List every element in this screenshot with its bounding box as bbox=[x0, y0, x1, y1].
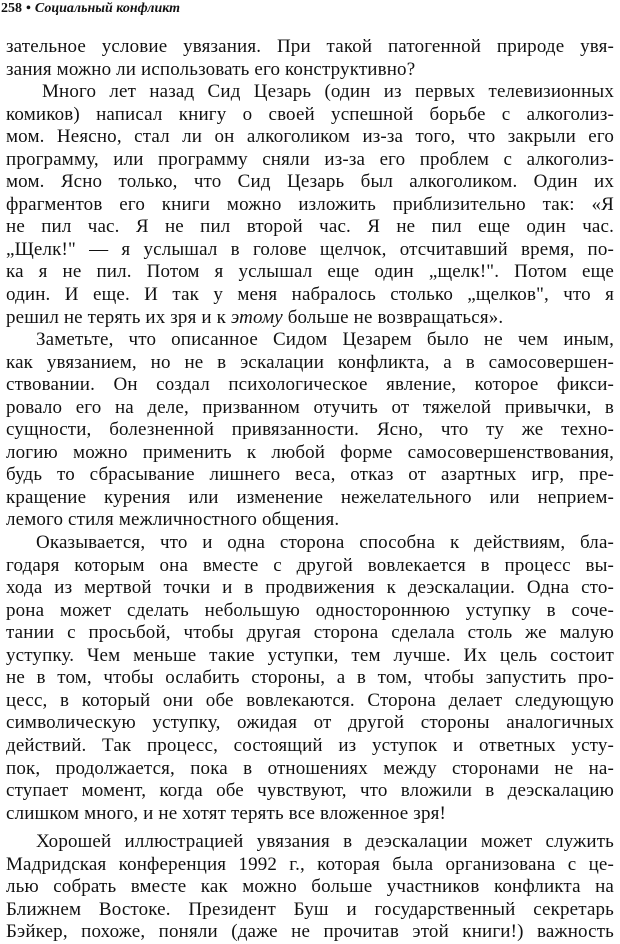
text-line: зательное условие увязания. При такой патогенной природе увя- bbox=[6, 36, 614, 57]
text-line bbox=[6, 307, 614, 330]
text-line: как увязанием, но не в эскалации конфликта, а в самосовершен- bbox=[6, 351, 614, 373]
paragraph bbox=[6, 36, 614, 81]
text-line: будь то сбрасывание лишнего веса, отказ от азартных игр, пре- bbox=[6, 464, 614, 486]
text-line: Ближнем Востоке. Президент Буш и государственный секретарь bbox=[6, 898, 614, 920]
emphasized-word: этому bbox=[230, 306, 283, 328]
text-line: Оказывается, что и одна сторона способна к действиям, бла- bbox=[36, 532, 614, 554]
text-line: программу, или программу сняли из-за его проблем с алкоголиз- bbox=[6, 148, 614, 170]
paragraph bbox=[6, 81, 614, 329]
paragraph bbox=[6, 831, 614, 944]
paragraph bbox=[6, 329, 614, 532]
text-line: Бэйкер, похоже, поняли (даже не прочитав этой книги!) важность bbox=[6, 921, 614, 943]
text-line: Много лет назад Сид Цезарь (один из первых телевизионных bbox=[42, 81, 614, 103]
text-line: пок, продолжается, пока в отношениях между сторонами не на- bbox=[6, 757, 614, 779]
running-header bbox=[1, 0, 180, 18]
text-line: один. И еще. И так у меня набралось столько „щелков", что я bbox=[6, 284, 614, 306]
text-line: слишком много, и не хотят терять все вложенное зря! bbox=[6, 802, 446, 824]
text-line: цесс, в который они обе вовлекаются. Сторона делает следующую bbox=[6, 689, 614, 711]
text-line: „Щелк!" — я услышал в голове щелчок, отсчитавший время, по- bbox=[6, 238, 614, 260]
text-line: годаря которым она вместе с другой вовлекается в процесс вы- bbox=[6, 554, 614, 576]
text-fragment: больше не возвращаться». bbox=[282, 306, 504, 328]
text-fragment: решил не терять их зря и к bbox=[6, 306, 231, 328]
text-line: логию можно применить к любой форме самосовершенствования, bbox=[6, 441, 614, 463]
text-line: не пил час. Я не пил второй час. Я не пил еще один час. bbox=[6, 216, 614, 238]
text-line: лью собрать вместе как можно больше участников конфликта на bbox=[6, 876, 614, 898]
text-line: рона может сделать небольшую одностороннюю уступку в соче- bbox=[6, 599, 614, 621]
text-line: хода из мертвой точки и в продвижения к деэскалации. Одна сто- bbox=[6, 577, 614, 599]
text-line: действий. Так процесс, состоящий из уступок и ответных усту- bbox=[6, 734, 614, 756]
text-line: мом. Ясно только, что Сид Цезарь был алкоголиком. Один их bbox=[6, 171, 614, 193]
text-line: зания можно ли использовать его конструктивно? bbox=[6, 58, 416, 80]
text-line: лемого стиля межличностного общения. bbox=[6, 509, 340, 531]
text-line: кращение курения или изменение нежелательного или неприем- bbox=[6, 486, 614, 508]
text-line: комиков) написал книгу о своей успешной борьбе с алкоголиз- bbox=[6, 103, 614, 125]
text-line: Мадридская конференция 1992 г., которая была организована с це- bbox=[6, 853, 614, 875]
text-line: тании с просьбой, чтобы другая сторона сделала столь же малую bbox=[6, 622, 614, 644]
text-line: ступает момент, когда обе чувствуют, что вложили в деэскалацию bbox=[6, 780, 614, 802]
text-line: фрагментов его книги можно изложить приблизительно так: «Я bbox=[6, 193, 614, 215]
text-line: сущности, болезненной привязанности. Ясно, что ту же техно- bbox=[6, 419, 614, 441]
text-line: уступку. Чем меньше такие уступки, тем лучше. Их цель состоит bbox=[6, 644, 614, 666]
paragraph bbox=[6, 532, 614, 825]
text-line: Заметьте, что описанное Сидом Цезарем было не чем иным, bbox=[36, 329, 614, 351]
page-number: 258 bbox=[1, 1, 22, 16]
text-line: ствовании. Он создал психологическое явление, которое фикси- bbox=[6, 374, 614, 396]
text-line: мом. Неясно, стал ли он алкоголиком из-за того, что закрыли его bbox=[6, 126, 614, 148]
text-line: символическую уступку, ожидая от другой стороны аналогичных bbox=[6, 712, 614, 734]
header-separator: • bbox=[26, 1, 31, 16]
text-line: ровало его на деле, призванном отучить от тяжелой привычки, в bbox=[6, 396, 614, 418]
book-title: Социальный конфликт bbox=[34, 1, 181, 16]
text-line: ка я не пил. Потом я услышал еще один „щелк!". Потом еще bbox=[6, 261, 614, 283]
text-line: не в том, чтобы ослабить стороны, а в том, чтобы запустить про- bbox=[6, 667, 614, 689]
body-text bbox=[6, 36, 614, 944]
text-line: Хорошей иллюстрацией увязания в деэскалации может служить bbox=[36, 831, 614, 853]
